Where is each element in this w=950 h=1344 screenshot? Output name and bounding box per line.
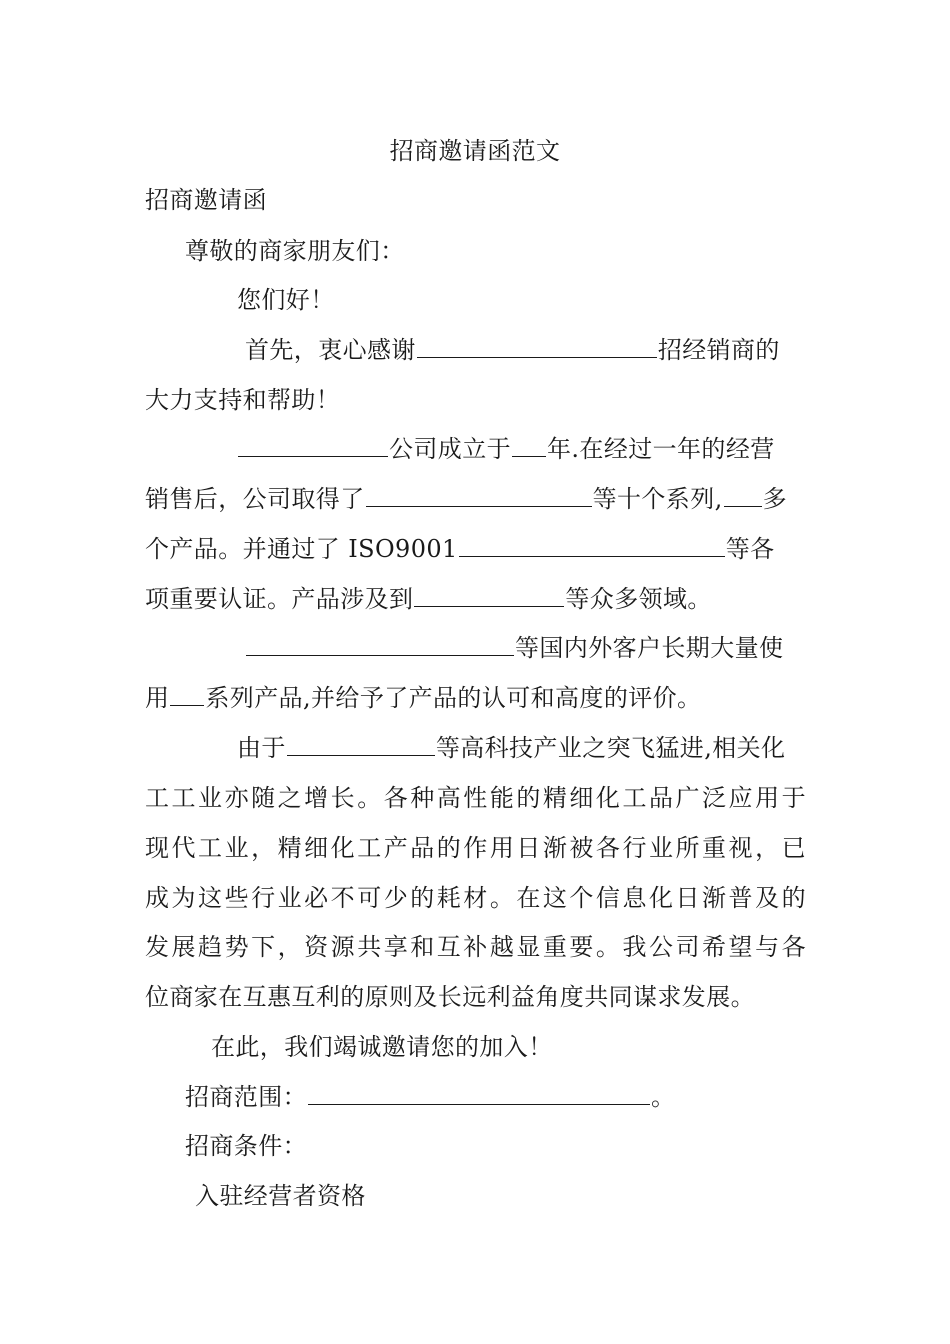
paragraph-2-line-3: [145, 534, 775, 564]
paragraph-4-line-6: 位商家在互惠互利的原则及长远利益角度共同谋求发展。: [145, 983, 755, 1011]
text: 等十个系列,: [592, 485, 723, 513]
hello-line: 您们好！: [237, 286, 335, 314]
paragraph-4-line-5: 发展趋势下，资源共享和互补越显重要。我公司希望与各: [145, 933, 806, 961]
fill-blank: [246, 633, 514, 656]
text: 年.在经过一年的经营: [547, 435, 775, 463]
paragraph-1-line-1: [245, 335, 780, 365]
fill-blank: [287, 733, 435, 756]
document-title: 招商邀请函范文: [389, 137, 561, 165]
fill-blank: [366, 484, 592, 507]
fill-blank: [417, 335, 657, 358]
invitation-line: 在此，我们竭诚邀请您的加入！: [211, 1033, 553, 1061]
letter-heading: 招商邀请函: [145, 186, 267, 214]
text: 等众多领域。: [565, 585, 712, 613]
paragraph-1-line-2: 大力支持和帮助！: [145, 386, 341, 414]
text: 招经销商的: [657, 336, 780, 364]
fill-blank: [238, 434, 388, 457]
scope-label: 招商范围：: [185, 1083, 307, 1111]
text: 等高科技产业之突飞猛进,相关化: [435, 734, 786, 762]
paragraph-3-line-1: [245, 633, 783, 663]
text: 项重要认证。产品涉及到: [145, 585, 414, 613]
paragraph-4-line-4: 成为这些行业必不可少的耗材。在这个信息化日渐普及的: [145, 884, 806, 912]
paragraph-4-line-1: [237, 733, 785, 763]
fill-blank: [414, 584, 564, 607]
paragraph-4-line-2: 工工业亦随之增长。各种高性能的精细化工品广泛应用于: [145, 784, 806, 812]
text: 首先，衷心感谢: [245, 336, 416, 364]
paragraph-3-line-2: [145, 683, 701, 713]
fill-blank: [308, 1082, 650, 1105]
scope-line: [185, 1082, 675, 1112]
fill-blank: [512, 434, 546, 457]
text: 等各: [725, 535, 775, 563]
paragraph-2-line-1: [237, 434, 775, 464]
fill-blank: [459, 534, 725, 557]
text: 个产品。并通过了 ISO9001: [145, 535, 458, 563]
text: 用: [145, 684, 170, 712]
text: 销售后，公司取得了: [145, 485, 365, 513]
fill-blank: [724, 484, 762, 507]
text: 多: [762, 485, 788, 513]
text: 公司成立于: [389, 435, 511, 463]
text: 由于: [237, 734, 286, 762]
text: 系列产品,并给予了产品的认可和高度的评价。: [205, 684, 702, 712]
paragraph-2-line-2: [145, 484, 787, 514]
conditions-label: 招商条件：: [185, 1132, 307, 1160]
paragraph-2-line-4: [145, 584, 712, 614]
fill-blank: [170, 683, 204, 706]
paragraph-4-line-3: 现代工业，精细化工产品的作用日渐被各行业所重视，已: [145, 834, 806, 862]
greeting: 尊敬的商家朋友们：: [185, 237, 405, 265]
qualification-heading: 入驻经营者资格: [195, 1182, 366, 1210]
text: 等国内外客户长期大量使: [515, 634, 784, 662]
text: 。: [651, 1083, 676, 1111]
